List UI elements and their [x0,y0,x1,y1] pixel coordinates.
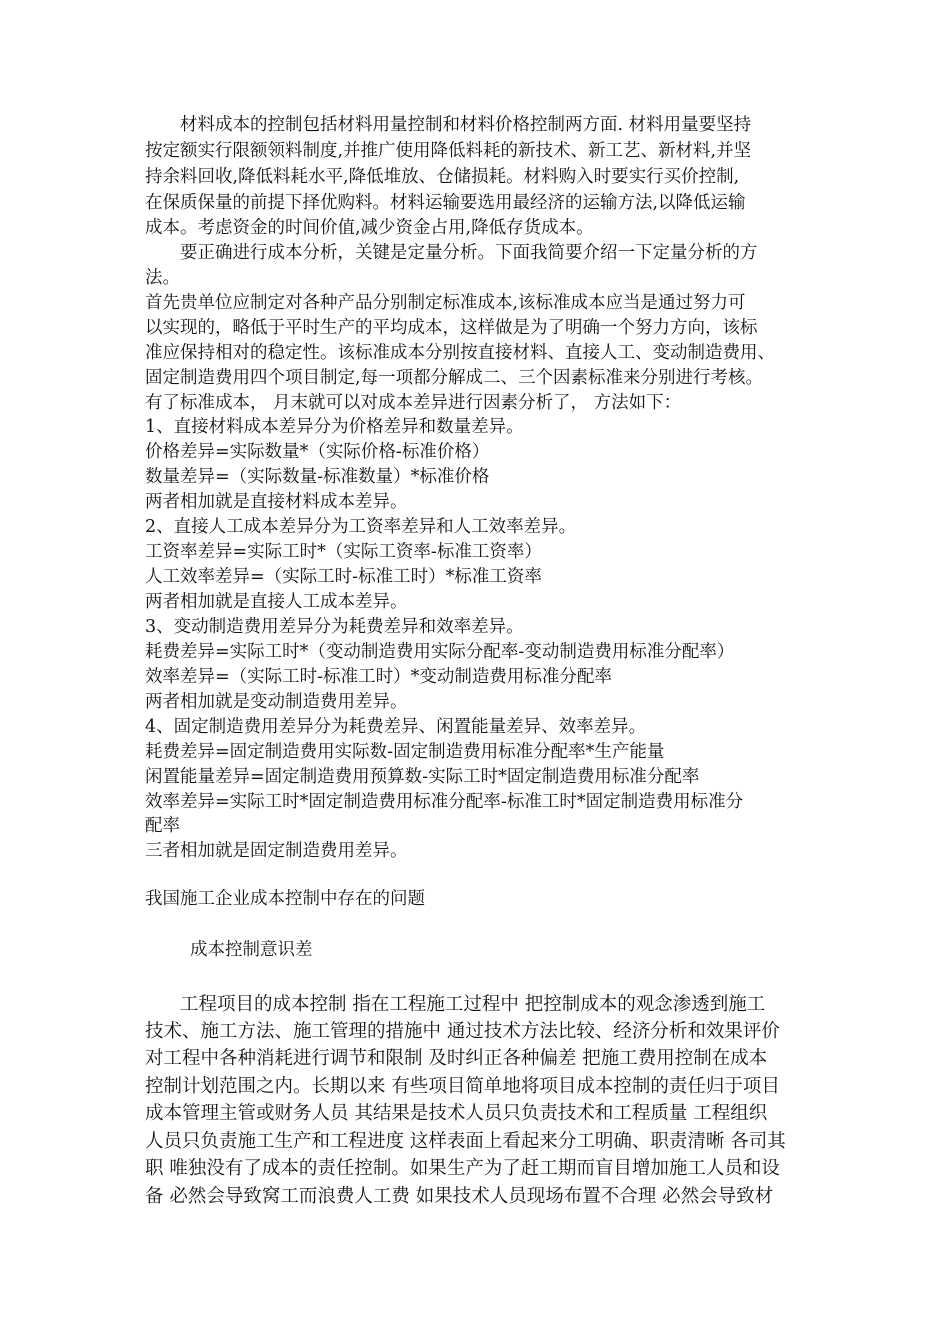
text-line: 按定额实行限额领料制度,并推广使用降低料耗的新技术、新工艺、新材料,并坚 [145,141,752,161]
text-line: 人员只负责施工生产和工程进度 这样表面上看起来分工明确、职责清晰 各司其 [145,1131,786,1152]
text-line: 两者相加就是直接人工成本差异。 [145,592,408,612]
text-line: 人工效率差异=（实际工时-标准工时）*标准工资率 [145,567,542,587]
text-line: 有了标准成本， 月末就可以对成本差异进行因素分析了， 方法如下： [145,393,682,413]
text-line: 控制计划范围之内。长期以来 有些项目简单地将项目成本控制的责任归于项目 [145,1076,780,1097]
subsection-heading: 成本控制意识差 [190,940,313,960]
text-line: 配率 [145,816,180,836]
text-line: 三者相加就是固定制造费用差异。 [145,841,408,861]
text-line: 工资率差异=实际工时*（实际工资率-标准工资率） [145,542,542,562]
text-line: 4、固定制造费用差异分为耗费差异、闲置能量差异、效率差异。 [145,717,647,737]
text-line: 持余料回收,降低料耗水平,降低堆放、仓储损耗。材料购入时要实行买价控制, [145,167,740,187]
text-line: 工程项目的成本控制 指在工程施工过程中 把控制成本的观念渗透到施工 [180,994,766,1015]
text-line: 效率差异=实际工时*固定制造费用标准分配率-标准工时*固定制造费用标准分 [145,792,744,812]
text-line: 数量差异=（实际数量-标准数量）*标准价格 [145,467,490,487]
text-line: 价格差异=实际数量*（实际价格-标准价格） [145,442,490,462]
text-line: 耗费差异=固定制造费用实际数-固定制造费用标准分配率*生产能量 [145,742,665,762]
text-line: 在保质保量的前提下择优购料。材料运输要选用最经济的运输方法,以降低运输 [145,193,746,213]
text-line: 成本。考虑资金的时间价值,减少资金占用,降低存货成本。 [145,218,594,238]
text-line: 两者相加就是变动制造费用差异。 [145,692,408,712]
text-line: 成本管理主管或财务人员 其结果是技术人员只负责技术和工程质量 工程组织 [145,1103,768,1124]
text-line: 要正确进行成本分析，关键是定量分析。下面我简要介绍一下定量分析的方 [180,243,758,263]
text-line: 材料成本的控制包括材料用量控制和材料价格控制两方面. 材料用量要坚持 [180,115,752,135]
text-line: 两者相加就是直接材料成本差异。 [145,492,408,512]
section-heading: 我国施工企业成本控制中存在的问题 [145,889,425,909]
text-line: 耗费差异=实际工时*（变动制造费用实际分配率-变动制造费用标准分配率） [145,642,735,662]
text-line: 职 唯独没有了成本的责任控制。如果生产为了赶工期而盲目增加施工人员和设 [145,1158,780,1179]
text-line: 3、变动制造费用差异分为耗费差异和效率差异。 [145,617,524,637]
text-line: 以实现的，略低于平时生产的平均成本，这样做是为了明确一个努力方向，该标 [145,318,758,338]
text-line: 法。 [145,268,180,288]
text-line: 备 必然会导致窝工而浪费人工费 如果技术人员现场布置不合理 必然会导致材 [145,1186,774,1207]
text-line: 首先贵单位应制定对各种产品分别制定标准成本,该标准成本应当是通过努力可 [145,293,746,313]
text-line: 1、直接材料成本差异分为价格差异和数量差异。 [145,417,524,437]
text-line: 对工程中各种消耗进行调节和限制 及时纠正各种偏差 把施工费用控制在成本 [145,1048,768,1069]
text-line: 2、直接人工成本差异分为工资率差异和人工效率差异。 [145,517,577,537]
text-line: 技术、施工方法、施工管理的措施中 通过技术方法比较、经济分析和效果评价 [145,1021,780,1042]
text-line: 固定制造费用四个项目制定,每一项都分解成二、三个因素标准来分别进行考核。 [145,368,764,388]
text-line: 闲置能量差异=固定制造费用预算数-实际工时*固定制造费用标准分配率 [145,767,700,787]
text-line: 准应保持相对的稳定性。该标准成本分别按直接材料、直接人工、变动制造费用、 [145,343,775,363]
text-line: 效率差异=（实际工时-标准工时）*变动制造费用标准分配率 [145,667,612,687]
